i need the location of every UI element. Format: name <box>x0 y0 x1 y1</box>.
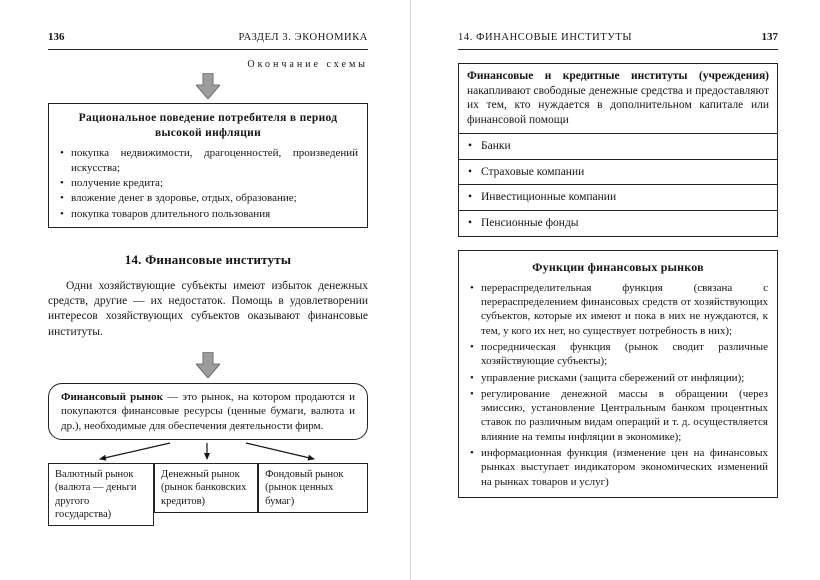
down-arrow-icon <box>48 73 368 99</box>
market-box-stock: Фондовый рынок (рынок ценных бумаг) <box>258 463 368 513</box>
consumer-box-title: Рациональное поведение потребителя в период высокой инфляции <box>78 112 338 140</box>
bullet-item: • покупка товаров длительного пользования <box>58 207 358 221</box>
bullet-item: • управление рисками (защита сбережений от инфляции); <box>468 371 768 385</box>
bullet-item: • посредническая функция (рынок сводит различные хозяйствующие субъекты); <box>468 340 768 369</box>
section-heading: 14. Финансовые институты <box>124 251 292 267</box>
running-header-title: РАЗДЕЛ 3. ЭКОНОМИКА <box>238 32 368 43</box>
financial-market-definition-box <box>48 383 368 440</box>
term-financial-market: Финансовый рынок <box>61 390 163 403</box>
institution-row: • Страховые компании <box>458 159 778 186</box>
bullet-item: • регулирование денежной массы в обращении (через эмиссию, установление Центральным банком процентных ставок по различным видам операций и т. д. осуществляется влияние на темпы инфляции в экономике); <box>468 387 768 444</box>
institution-row: • Инвестиционные компании <box>458 184 778 211</box>
term-definition: накапливают свободные денежные средства и предоставляют их тем, кто нуждается в дополнительном капитале или финансовой помощи <box>467 84 769 127</box>
branch-arrows-icon <box>48 441 368 463</box>
continuation-note: Окончание схемы <box>247 59 368 70</box>
down-arrow-icon <box>48 352 368 378</box>
consumer-behavior-box <box>48 103 368 228</box>
institutions-intro-cell <box>458 63 778 134</box>
functions-box-title: Функции финансовых рынков <box>532 259 704 274</box>
institutions-table <box>458 63 778 237</box>
market-box-money: Денежный рынок (рынок банковских кредитов) <box>154 463 258 513</box>
bullet-item: • перераспределительная функция (связана с перераспределением финансовых средств от хозяйствующих субъектов, которые их имеют и пока в них не нуждаются, к тем, у кого их нет, но существует потребность в них); <box>468 281 768 338</box>
market-box-currency: Валютный рынок (валюта — деньги другого государства) <box>48 463 154 526</box>
right-page <box>410 0 820 580</box>
term-financial-institutions: Финансовые и кредитные институты (учреждения) <box>467 70 769 82</box>
intro-paragraph: Одни хозяйствующие субъекты имеют избыток денежных средств, другие — их недостаток. Помощь в удовлетворении интересов хозяйствующих субъектов оказывают финансовые институты. <box>48 279 368 338</box>
bullet-item: • получение кредита; <box>58 176 358 190</box>
bullet-item: • покупка недвижимости, драгоценностей, произведений искусства; <box>58 146 358 175</box>
functions-list <box>468 281 768 489</box>
bullet-item: • информационная функция (изменение цен на финансовых рынках выступает индикатором экономических изменений на рынках товаров и услуг) <box>468 446 768 489</box>
market-boxes-row <box>48 463 368 526</box>
consumer-box-list <box>58 146 358 220</box>
running-header-title: 14. ФИНАНСОВЫЕ ИНСТИТУТЫ <box>458 32 633 43</box>
left-running-header <box>48 0 368 50</box>
page-number: 136 <box>48 31 65 43</box>
page-number: 137 <box>761 31 778 43</box>
institution-row: • Пенсионные фонды <box>458 210 778 237</box>
right-running-header <box>458 0 778 50</box>
term-definition: — это рынок, на котором продаются и покупаются финансовые ресурсы (ценные бумаги, валюта и др.), необходимые для обеспечения деятельности фирм. <box>61 390 355 432</box>
market-functions-box <box>458 250 778 498</box>
institution-row: • Банки <box>458 133 778 160</box>
bullet-item: • вложение денег в здоровье, отдых, образование; <box>58 191 358 205</box>
